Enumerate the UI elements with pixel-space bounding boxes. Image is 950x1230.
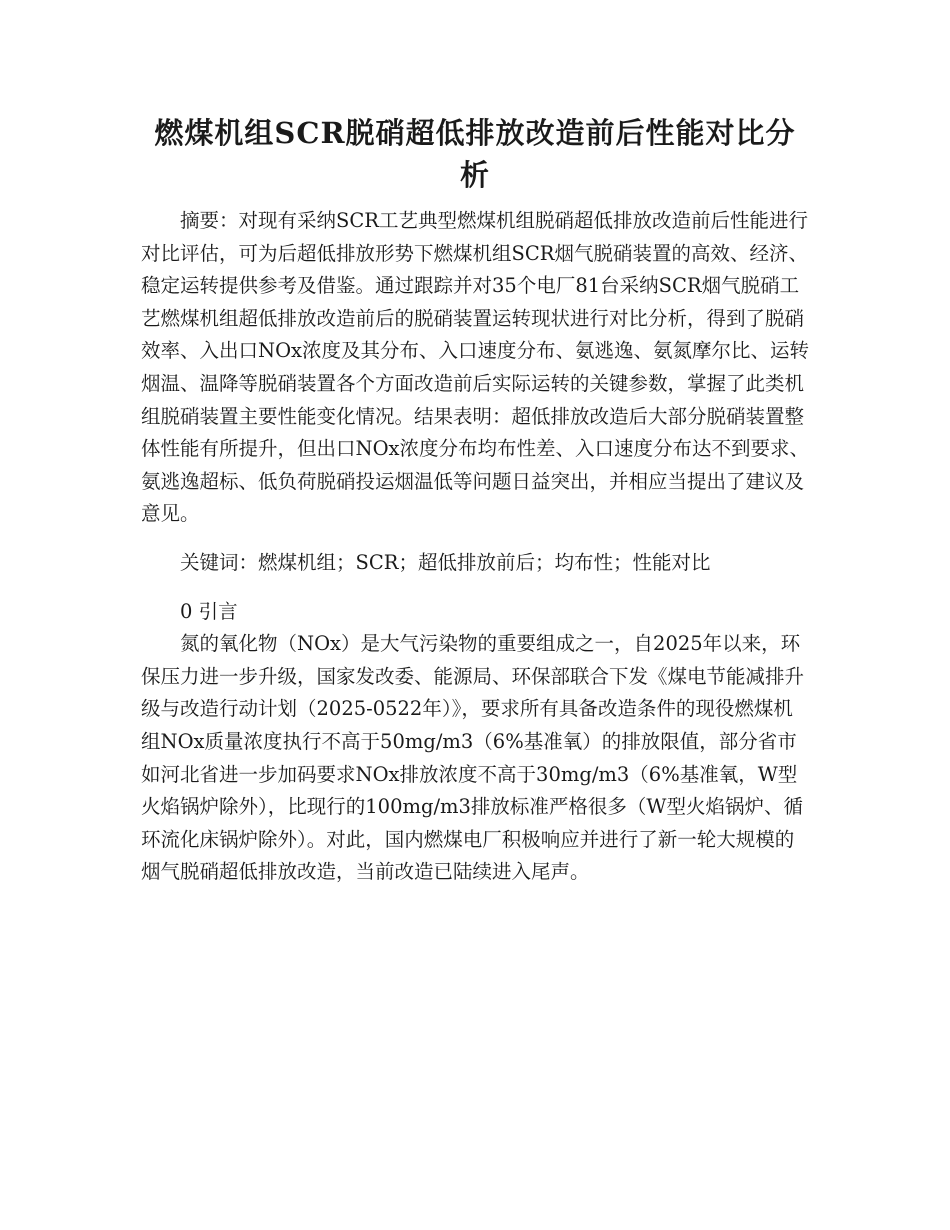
abstract-paragraph: 摘要：对现有采纳SCR工艺典型燃煤机组脱硝超低排放改造前后性能进行对比评估，可为后超低排放形势下燃煤机组SCR烟气脱硝装置的高效、经济、稳定运转提供参考及借鉴。通过跟踪并对35个电厂81台采纳SCR烟气脱硝工艺燃煤机组超低排放改造前后的脱硝装置运转现状进行对比分析，得到了脱硝效率、入出口NOx浓度及其分布、入口速度分布、氨逃逸、氨氮摩尔比、运转烟温、温降等脱硝装置各个方面改造前后实际运转的关键参数，掌握了此类机组脱硝装置主要性能变化情况。结果表明：超低排放改造后大部分脱硝装置整体性能有所提升，但出口NOx浓度分布均布性差、入口速度分布达不到要求、氨逃逸超标、低负荷脱硝投运烟温低等问题日益突出，并相应当提出了建议及意见。 <box>141 209 810 526</box>
keywords-paragraph: 关键词：燃煤机组；SCR；超低排放前后；均布性；性能对比 <box>180 550 711 574</box>
section-heading-introduction: 0 引言 <box>180 599 238 623</box>
introduction-paragraph: 氮的氧化物（NOx）是大气污染物的重要组成之一，自2025年以来，环保压力进一步升级，国家发改委、能源局、环保部联合下发《煤电节能减排升级与改造行动计划（2025-0522年）》，要求所有具备改造条件的现役燃煤机组NOx质量浓度执行不高于50mg/m3（6%基准氧）的排放限值，部分省市如河北省进一步加码要求NOx排放浓度不高于30mg/m3（6%基准氧，W型火焰锅炉除外），比现行的100mg/m3排放标准严格很多（W型火焰锅炉、循环流化床锅炉除外）。对此，国内燃煤电厂积极响应并进行了新一轮大规模的烟气脱硝超低排放改造，当前改造已陆续进入尾声。 <box>141 632 805 884</box>
document-title: 燃煤机组SCR脱硝超低排放改造前后性能对比分析 <box>154 116 796 192</box>
document-body <box>141 205 811 889</box>
